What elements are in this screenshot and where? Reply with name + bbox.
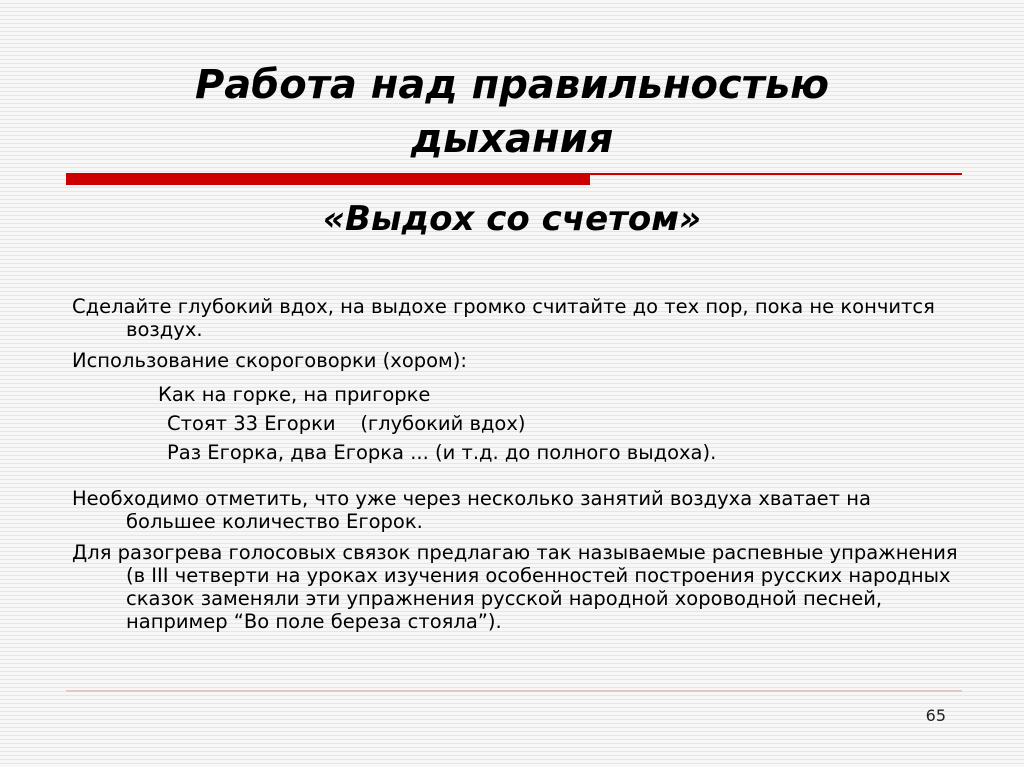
- verse-line-2: Стоят 33 Егорки (глубокий вдох): [167, 412, 526, 435]
- paragraph-deep-breath: Сделайте глубокий вдох, на выдохе громко считайте до тех пор, пока не кончится воздух.: [72, 295, 935, 341]
- slide-subtitle: «Выдох со счетом»: [322, 199, 702, 239]
- slide-title-line-1: Работа над правильностью: [194, 62, 830, 108]
- page-number: 65: [925, 706, 946, 725]
- paragraph-warmup: Для разогрева голосовых связок предлагаю так называемые распевные упражнения (в III четверти на уроках изучения особенностей построения русских народных сказок заменяли эти упражнения русской народной хороводной песней, например “Во поле береза стояла”).: [72, 541, 958, 633]
- spacer: [72, 467, 962, 487]
- slide-body: [72, 295, 962, 641]
- slide-title: [60, 58, 964, 166]
- slide-title-line-2: дыхания: [410, 116, 614, 162]
- paragraph-observation: Необходимо отметить, что уже через несколько занятий воздуха хватает на большее количество Егорок.: [72, 487, 871, 533]
- verse-line-1: Как на горке, на пригорке: [158, 383, 431, 406]
- title-underline-thin: [590, 173, 962, 175]
- footer-divider: [66, 690, 962, 692]
- paragraph-tongue-twister-intro: Использование скороговорки (хором):: [72, 349, 467, 372]
- title-underline-thick: [66, 173, 590, 185]
- verse-line-3: Раз Егорка, два Егорка ... (и т.д. до полного выдоха).: [167, 441, 717, 464]
